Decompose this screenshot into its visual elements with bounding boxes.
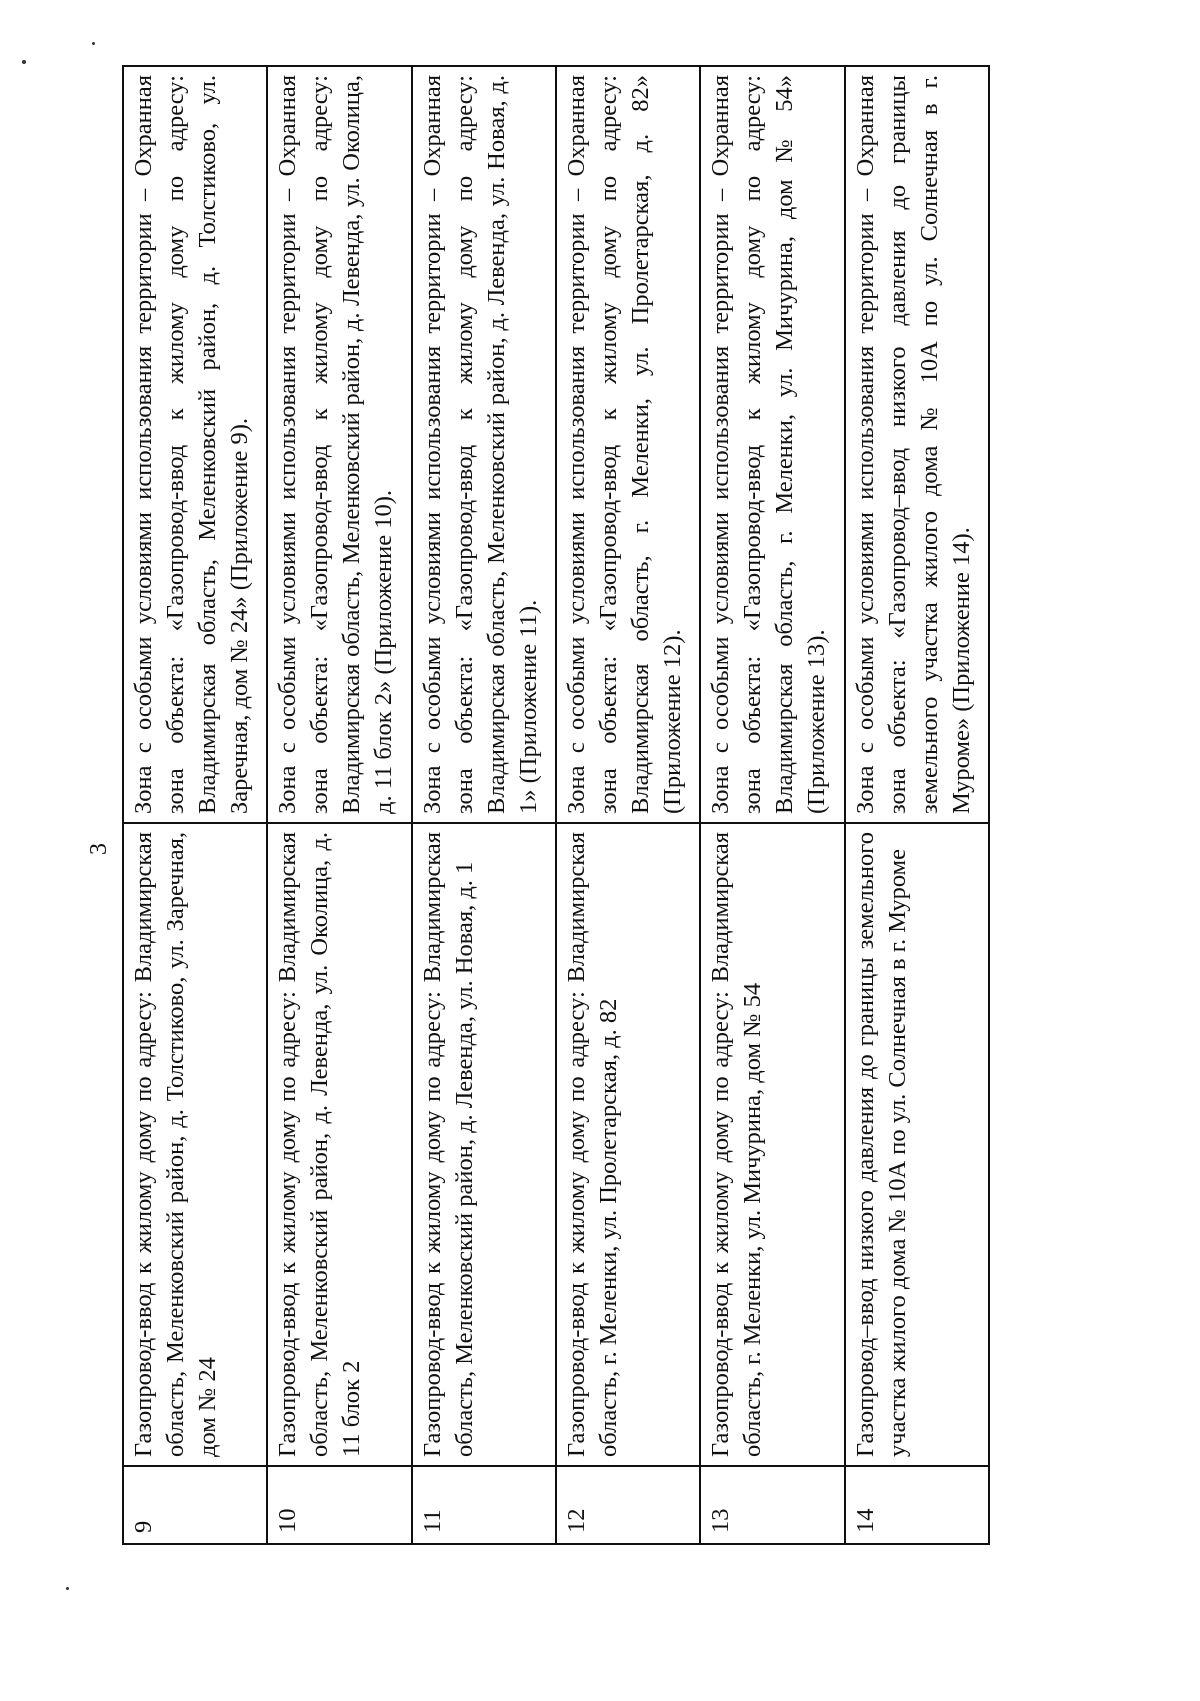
scan-speck [66,1587,69,1590]
page-number: 3 [86,843,112,855]
zone-description: Зона с особыми условиями использования территории – Охранная зона объекта: «Газопровод-ввод к жилому дому по адресу: Владимирская область, Меленковский район, д. Левенда, ул. Околица, д. 11 блок 2» (Приложение 10). [267,66,411,823]
zone-description: Зона с особыми условиями использования территории – Охранная зона объекта: «Газопровод-ввод к жилому дому по адресу: Владимирская область, г. Меленки, ул. Мичурина, дом № 54» (Приложение 13). [700,66,844,823]
table-row [700,66,844,1544]
table-row [123,66,267,1544]
zones-table [122,65,990,1545]
scan-speck [92,42,95,45]
zone-description: Зона с особыми условиями использования территории – Охранная зона объекта: «Газопровод-ввод к жилому дому по адресу: Владимирская область, Меленковский район, д. Левенда, ул. Новая, д. 1» (Приложение 11). [412,66,556,823]
zone-description: Зона с особыми условиями использования территории – Охранная зона объекта: «Газопровод-ввод к жилому дому по адресу: Владимирская область, Меленковский район, д. Толстиково, ул. Заречная, дом № 24» (Приложение 9). [123,66,267,823]
object-description: Газопровод-ввод к жилому дому по адресу: Владимирская область, Меленковский район, д. Левенда, ул. Новая, д. 1 [412,823,556,1466]
object-description: Газопровод-ввод к жилому дому по адресу: Владимирская область, г. Меленки, ул. Мичурина, дом № 54 [700,823,844,1466]
zone-description: Зона с особыми условиями использования территории – Охранная зона объекта: «Газопровод-ввод к жилому дому по адресу: Владимирская область, г. Меленки, ул. Пролетарская, д. 82» (Приложение 12). [556,66,700,823]
scan-speck [22,60,26,64]
row-number: 13 [700,1466,844,1544]
row-number: 10 [267,1466,411,1544]
object-description: Газопровод–ввод низкого давления до границы земельного участка жилого дома № 10А по ул. Солнечная в г. Муроме [845,823,989,1466]
row-number: 11 [412,1466,556,1544]
zone-description: Зона с особыми условиями использования территории – Охранная зона объекта: «Газопровод–ввод низкого давления до границы земельного участка жилого дома № 10А по ул. Солнечная в г. Муроме» (Приложение 14). [845,66,989,823]
row-number: 14 [845,1466,989,1544]
row-number: 9 [123,1466,267,1544]
object-description: Газопровод-ввод к жилому дому по адресу: Владимирская область, Меленковский район, д. Левенда, ул. Околица, д. 11 блок 2 [267,823,411,1466]
table-row [845,66,989,1544]
table-row [412,66,556,1544]
table-body [123,66,989,1544]
object-description: Газопровод-ввод к жилому дому по адресу: Владимирская область, г. Меленки, ул. Пролетарская, д. 82 [556,823,700,1466]
table-row [556,66,700,1544]
table-row [267,66,411,1544]
object-description: Газопровод-ввод к жилому дому по адресу: Владимирская область, Меленковский район, д. Толстиково, ул. Заречная, дом № 24 [123,823,267,1466]
row-number: 12 [556,1466,700,1544]
zones-table-rotated [122,65,990,1545]
